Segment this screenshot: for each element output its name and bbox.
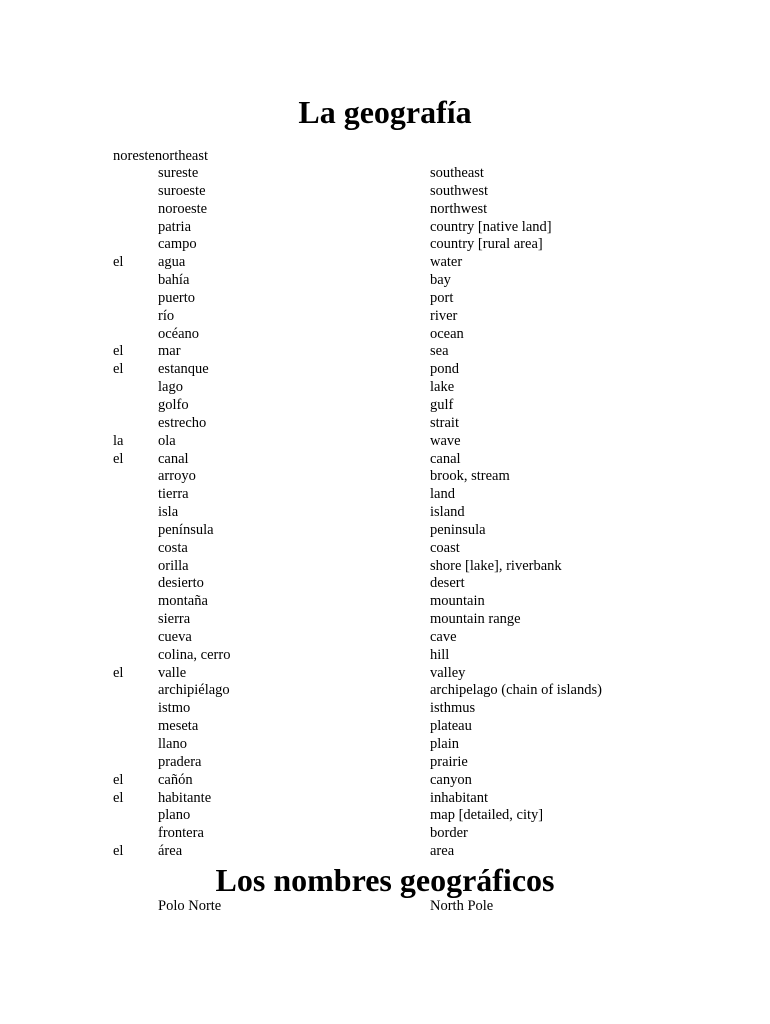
spanish-term: río bbox=[158, 307, 175, 324]
vocab-row bbox=[0, 486, 770, 504]
vocab-row bbox=[0, 433, 770, 451]
english-term: bay bbox=[430, 272, 451, 289]
section-title: Los nombres geográficos bbox=[215, 862, 555, 898]
english-term: southwest bbox=[430, 182, 488, 199]
article: el bbox=[113, 450, 124, 467]
spanish-term: colina, cerro bbox=[158, 646, 231, 663]
vocab-row bbox=[0, 415, 770, 433]
spanish-term: sureste bbox=[158, 165, 199, 181]
vocab-row bbox=[0, 843, 770, 861]
english-term: prairie bbox=[430, 753, 468, 770]
first-vocab-row bbox=[113, 147, 208, 165]
page-title: La geografía bbox=[298, 94, 472, 130]
spanish-term: montaña bbox=[158, 593, 208, 610]
spanish-term: habitante bbox=[158, 789, 212, 806]
vocab-row bbox=[0, 343, 770, 361]
spanish-term: Polo Norte bbox=[158, 898, 222, 914]
vocab-row bbox=[0, 593, 770, 611]
vocab-row bbox=[0, 647, 770, 665]
spanish-term: isla bbox=[158, 504, 179, 521]
spanish-term: orilla bbox=[158, 557, 189, 574]
vocab-row bbox=[0, 308, 770, 326]
english-term: island bbox=[430, 504, 465, 521]
spanish-term: cañón bbox=[158, 771, 193, 788]
english-term: gulf bbox=[430, 396, 454, 413]
english-term: river bbox=[430, 307, 458, 324]
vocab-row bbox=[0, 290, 770, 308]
english-term: valley bbox=[430, 664, 466, 681]
vocab-row bbox=[0, 254, 770, 272]
spanish-term: valle bbox=[158, 664, 187, 681]
spanish-term: estanque bbox=[158, 361, 209, 378]
english-term: mountain range bbox=[430, 611, 521, 628]
vocab-row bbox=[0, 665, 770, 683]
vocab-row bbox=[0, 201, 770, 219]
article: el bbox=[113, 664, 124, 681]
english-term: shore [lake], riverbank bbox=[430, 557, 562, 574]
article: el bbox=[113, 343, 124, 360]
spanish-term: península bbox=[158, 521, 214, 538]
spanish-term: llano bbox=[158, 736, 187, 752]
vocab-row bbox=[0, 379, 770, 397]
vocab-row bbox=[0, 361, 770, 379]
english-term: ocean bbox=[430, 325, 464, 342]
article: el bbox=[113, 789, 124, 806]
english-term: hill bbox=[430, 646, 450, 663]
english-term: strait bbox=[430, 414, 459, 431]
english-term: water bbox=[430, 254, 463, 271]
english-term: inhabitant bbox=[430, 789, 488, 806]
english-term: country [rural area] bbox=[430, 236, 543, 253]
spanish-term: frontera bbox=[158, 825, 204, 842]
vocab-row bbox=[0, 272, 770, 290]
vocab-list bbox=[0, 165, 770, 861]
vocab-row bbox=[0, 219, 770, 237]
english-term: northeast bbox=[154, 148, 209, 164]
english-term: canal bbox=[430, 450, 461, 467]
english-term: plain bbox=[430, 736, 459, 752]
vocab-row bbox=[0, 807, 770, 825]
spanish-term: patria bbox=[158, 218, 192, 235]
spanish-term: istmo bbox=[158, 700, 191, 717]
spanish-term: sierra bbox=[158, 611, 191, 628]
article: el bbox=[113, 771, 124, 788]
spanish-term: área bbox=[158, 843, 183, 860]
vocab-row bbox=[0, 754, 770, 772]
spanish-term: cueva bbox=[158, 628, 192, 645]
english-term: port bbox=[430, 289, 454, 306]
vocab-row bbox=[0, 772, 770, 790]
english-term: land bbox=[430, 486, 455, 503]
article: el bbox=[113, 843, 124, 860]
vocab-row bbox=[0, 236, 770, 254]
vocab-row bbox=[0, 736, 770, 754]
vocab-row bbox=[0, 611, 770, 629]
english-term: lake bbox=[430, 379, 455, 396]
spanish-term: arroyo bbox=[158, 468, 196, 485]
vocab-row bbox=[0, 326, 770, 344]
spanish-term: campo bbox=[158, 236, 197, 253]
vocab-row bbox=[0, 629, 770, 647]
vocab-row bbox=[0, 397, 770, 415]
vocab-row bbox=[0, 790, 770, 808]
article: la bbox=[113, 432, 124, 449]
vocab-row bbox=[0, 522, 770, 540]
english-term: peninsula bbox=[430, 521, 486, 538]
english-term: country [native land] bbox=[430, 218, 552, 235]
vocab-row bbox=[0, 718, 770, 736]
spanish-term: lago bbox=[158, 379, 183, 396]
spanish-term: océano bbox=[158, 325, 200, 342]
english-term: wave bbox=[430, 432, 461, 449]
english-term: isthmus bbox=[430, 700, 476, 717]
english-term: pond bbox=[430, 361, 459, 378]
vocab-row bbox=[0, 451, 770, 469]
spanish-term: canal bbox=[158, 450, 189, 467]
english-term: sea bbox=[430, 343, 449, 360]
vocab-row bbox=[0, 540, 770, 558]
spanish-term: archipiélago bbox=[158, 682, 230, 699]
vocab-row bbox=[0, 183, 770, 201]
vocab-row bbox=[0, 468, 770, 486]
spanish-term: golfo bbox=[158, 396, 189, 413]
spanish-term: meseta bbox=[158, 718, 199, 735]
spanish-term: mar bbox=[158, 343, 181, 360]
spanish-term: noroeste bbox=[158, 200, 208, 217]
vocab-row bbox=[0, 825, 770, 843]
vocab-row bbox=[0, 504, 770, 522]
english-term: plateau bbox=[430, 718, 472, 735]
spanish-term: bahía bbox=[158, 272, 190, 289]
spanish-term: suroeste bbox=[158, 182, 206, 199]
english-term: cave bbox=[430, 628, 457, 645]
english-term: border bbox=[430, 825, 468, 842]
english-term: North Pole bbox=[430, 898, 494, 914]
english-term: area bbox=[430, 843, 455, 860]
spanish-term: estrecho bbox=[158, 414, 207, 431]
vocab-row bbox=[0, 558, 770, 576]
vocab-row bbox=[0, 575, 770, 593]
english-term: brook, stream bbox=[430, 468, 510, 485]
spanish-term: costa bbox=[158, 539, 188, 556]
english-term: coast bbox=[430, 539, 460, 556]
place-name-row bbox=[0, 897, 770, 915]
vocab-row bbox=[0, 700, 770, 718]
english-term: map [detailed, city] bbox=[430, 807, 544, 824]
english-term: desert bbox=[430, 575, 465, 592]
vocab-row bbox=[0, 165, 770, 183]
spanish-term: plano bbox=[158, 807, 191, 824]
spanish-term: pradera bbox=[158, 753, 202, 770]
english-term: northwest bbox=[430, 200, 488, 217]
spanish-term: desierto bbox=[158, 575, 204, 592]
spanish-term: puerto bbox=[158, 289, 196, 306]
spanish-term: ola bbox=[158, 432, 176, 449]
article: el bbox=[113, 254, 124, 271]
spanish-term: agua bbox=[158, 254, 186, 271]
english-term: canyon bbox=[430, 771, 472, 788]
spanish-term: tierra bbox=[158, 486, 189, 503]
vocab-row bbox=[0, 682, 770, 700]
english-term: archipelago (chain of islands) bbox=[430, 682, 602, 699]
english-term: southeast bbox=[430, 165, 484, 181]
article: el bbox=[113, 361, 124, 378]
spanish-term: noreste bbox=[113, 148, 155, 164]
english-term: mountain bbox=[430, 593, 485, 610]
